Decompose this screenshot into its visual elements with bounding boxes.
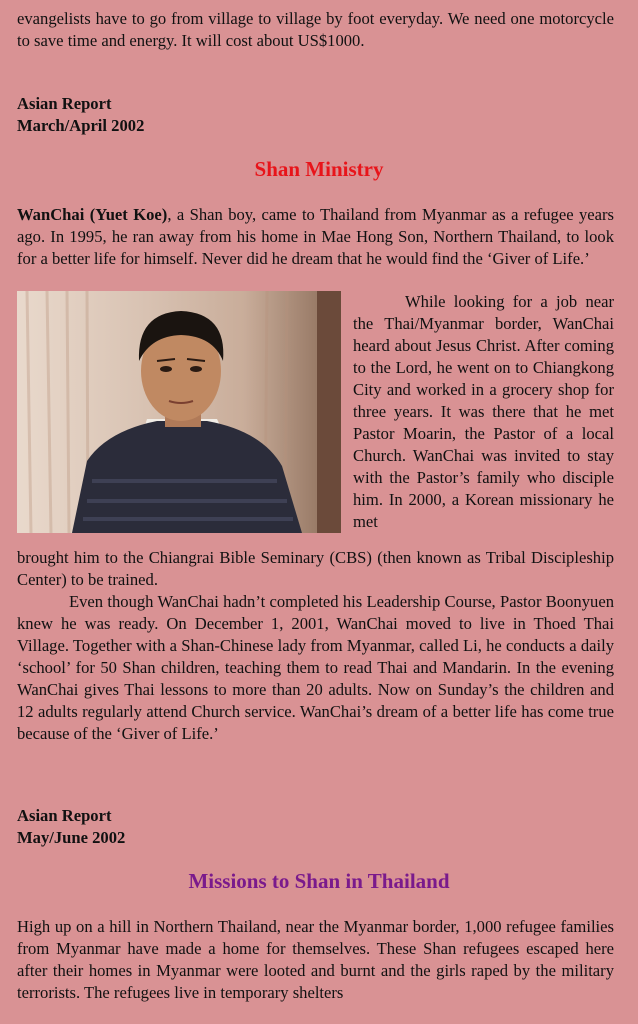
intro-paragraph: evangelists have to go from village to village by foot everyday. We need one motorcycle to save time and energy. It will cost about US$1000.	[17, 9, 614, 50]
second-paragraph: Even though WanChai hadn’t completed his Leadership Course, Pastor Boonyuen knew he was ready. On December 1, 2001, WanChai moved to live in Thoed Thai Village. Together with a Shan-Chinese lady from Myanmar, called Li, he conducts a daily ‘school’ for 50 Shan children, teaching them to read Thai and Mandarin. In the evening WanChai gives Thai lessons to more than 20 adults. Now on Sunday’s the children and 12 adults regularly attend Church service. WanChai’s dream of a better life has come true because of the ‘Giver of Life.’	[17, 592, 614, 743]
report-header-2	[17, 805, 125, 849]
missions-paragraph: High up on a hill in Northern Thailand, near the Myanmar border, 1,000 refugee families from Myanmar have made a home for themselves. These Shan refugees escaped here after their homes in Myanmar were looted and burnt and the girls raped by the military terrorists. The refugees live in temporary shelters	[17, 917, 614, 1002]
report-title: Asian Report	[17, 806, 112, 825]
lead-name: WanChai (Yuet Koe)	[17, 205, 168, 224]
report-header-1	[17, 93, 144, 137]
float-paragraph: While looking for a job near the Thai/Myanmar border, WanChai heard about Jesus Christ. After coming to the Lord, he went on to Chiangkong City and worked in a grocery shop for three years. It was there that he met Pastor Moarin, the Pastor of a local Church. WanChai was invited to stay with the Pastor’s family who disciple him. In 2000, a Korean missionary he met	[353, 292, 614, 531]
continue-paragraph: brought him to the Chiangrai Bible Seminary (CBS) (then known as Tribal Discipleship Center) to be trained.	[17, 548, 614, 589]
portrait-photo	[17, 291, 341, 533]
section-heading-missions: Missions to Shan in Thailand	[188, 869, 450, 893]
report-date: May/June 2002	[17, 828, 126, 847]
lead-text: , a Shan boy, came to Thailand from Myanmar as a refugee years ago. In 1995, he ran away from his home in Mae Hong Son, Northern Thailand, to look for a better life for himself. Never did he dream that he would find the ‘Giver of Life.’	[17, 205, 614, 268]
lead-paragraph	[17, 204, 614, 270]
report-title: Asian Report	[17, 94, 112, 113]
section-heading-shan-ministry: Shan Ministry	[254, 157, 384, 181]
report-date: March/April 2002	[17, 116, 145, 135]
